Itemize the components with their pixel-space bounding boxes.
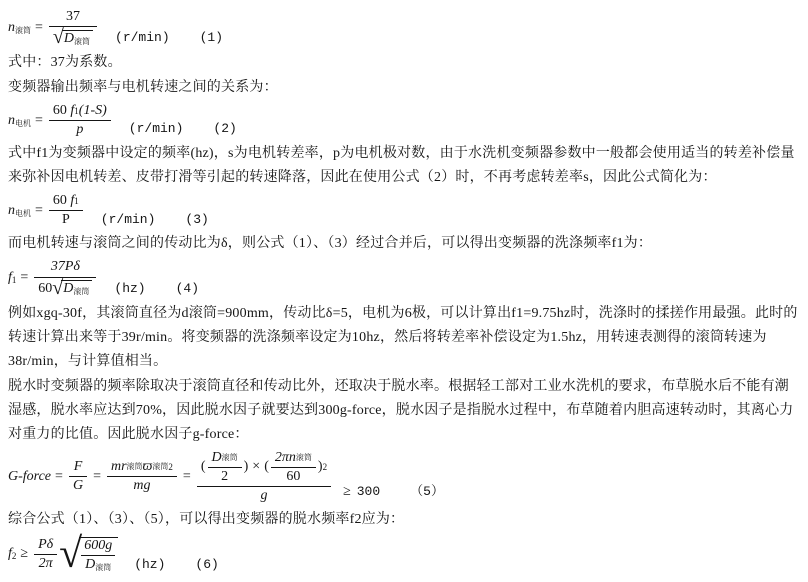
formula-4-number: (4) [175, 280, 200, 296]
diameter-D: D [85, 557, 96, 573]
formula-6-lhs-base: f [8, 546, 12, 562]
mr-omega-numerator [107, 459, 177, 477]
force-F: F [69, 459, 87, 477]
radical-numerator: 600g [81, 538, 115, 556]
diameter-numerator [208, 450, 242, 468]
paragraph-combine-formulas: 综合公式（1）、（3）、（5），可以得出变频器的脱水频率f2应为： [8, 511, 405, 527]
pdelta-fraction [34, 537, 57, 572]
formula-1-lhs [8, 20, 31, 36]
formula-2-denominator [49, 121, 111, 138]
formula-2 [8, 103, 798, 138]
squared-exponent: 2 [168, 461, 173, 472]
equals-sign: = [35, 20, 43, 35]
speed-fraction [271, 450, 316, 485]
formula-1-den-subscript: 滚筒 [74, 37, 91, 46]
two-pi-n: 2πn [274, 449, 296, 465]
formula-4-lhs-subscript: 1 [11, 275, 17, 286]
formula-2-fraction [49, 103, 111, 138]
speed-denominator: 60 [286, 468, 301, 484]
big-fraction [197, 450, 331, 504]
formula-4-lhs [8, 270, 16, 286]
formula-5 [8, 450, 798, 504]
formula-3-unit: (r/min) [100, 211, 156, 227]
slip-term: (1-S) [78, 103, 107, 119]
drum-subscript: 滚筒 [95, 563, 112, 573]
formula-1-lhs-subscript: 滚筒 [15, 26, 31, 35]
mg-denominator: mg [133, 478, 151, 494]
multiply-sign: × [252, 459, 261, 475]
open-paren: ( [264, 459, 269, 475]
formula-6-number: (6) [195, 556, 219, 572]
pdelta-numerator: Pδ [34, 537, 57, 555]
formula-1-den-base: D [63, 31, 75, 46]
variable-f: f [70, 103, 75, 119]
formula-3-number: (3) [185, 211, 209, 227]
formula-4-fraction [34, 259, 96, 297]
formula-6-unit: (hz) [134, 556, 166, 572]
gforce-label: G-force [8, 468, 52, 484]
formula-1-unit: (r/min) [115, 30, 170, 46]
radical-sign-icon: √ [52, 276, 64, 299]
drum-subscript: 滚筒 [152, 462, 169, 472]
formula-6-lhs-subscript: 2 [11, 551, 17, 562]
formula-2-unit: (r/min) [128, 121, 184, 137]
coefficient: 60 [38, 281, 53, 297]
paragraph-slip-explanation: 式中f1为变频器中设定的频率(hz)，s为电机转差率，p为电机极对数，由于水洗机变频器参数中一般都会使用适当的转差补偿量来弥补因电机转差、皮带打滑等引起的转速降落，因此在使用公式（2）时，不再考虑转差率s，因此公式简化为： [8, 146, 795, 186]
formula-4-unit: (hz) [114, 280, 146, 296]
equals-sign: = [35, 112, 43, 128]
greater-equal-sign: ≥ [20, 546, 29, 562]
formula-2-numerator [49, 103, 111, 121]
formula-3-lhs-subscript: 电机 [15, 208, 31, 218]
speed-numerator [271, 450, 316, 468]
paragraph-example: 例如xgq-30f，其滚筒直径为d滚筒=900mm，传动比δ=5，电机为6极，可以计算出f1=9.75hz时，洗涤时的揉搓作用最强。此时的转速计算出来等于39r/min。将变频器的洗涤频率设定为10hz，然后将转差率补偿设定为1.5hz，用转速表测得的滚筒转速为38r/min，与计算值相当。 [8, 305, 798, 369]
equals-sign: = [20, 270, 29, 286]
diameter-denominator: 2 [221, 468, 229, 484]
sqrt-radical-tall [59, 530, 118, 577]
coefficient: 60 [52, 193, 67, 209]
equals-sign: = [35, 202, 43, 218]
formula-2-lhs-subscript: 电机 [15, 118, 31, 128]
equals-sign: = [93, 468, 101, 484]
two-pi-denominator: 2π [38, 555, 53, 571]
radical-denominator [81, 556, 115, 573]
formula-1-lhs-base: n [8, 20, 15, 35]
radical-sign-icon: √ [52, 26, 64, 49]
formula-4-denominator [34, 278, 96, 298]
formula-3 [8, 193, 798, 228]
variable-P: P [61, 212, 70, 228]
formula-2-lhs-base: n [8, 112, 15, 128]
gravity-G: G [72, 478, 84, 494]
formula-6-lhs [8, 546, 16, 562]
formula-4-lhs-base: f [8, 270, 12, 286]
variable-p: p [76, 122, 84, 138]
mass-radius: mr [110, 459, 127, 475]
subscript-1: 1 [74, 105, 79, 116]
formula-2-number: (2) [213, 121, 237, 137]
gforce-threshold: 300 [356, 483, 381, 499]
formula-3-numerator [49, 193, 83, 211]
formula-6 [8, 530, 798, 577]
fg-fraction [69, 459, 87, 494]
formula-1 [8, 9, 798, 47]
paragraph-relation-intro: 变频器输出频率与电机转速之间的关系为： [8, 80, 278, 96]
formula-2-lhs [8, 113, 31, 129]
formula-4 [8, 259, 798, 297]
formula-1-numerator: 37 [49, 9, 97, 27]
formula-1-denominator [49, 27, 97, 47]
formula-1-fraction [49, 9, 97, 47]
variable-f: f [70, 193, 75, 209]
radical-sign-icon: √ [59, 530, 83, 577]
equals-sign: = [182, 468, 191, 484]
equals-sign: = [55, 468, 63, 484]
gravity-g-denominator: g [260, 487, 268, 503]
close-paren: ) [317, 459, 323, 475]
sqrt-radical [52, 276, 92, 299]
formula-4-numerator: 37Pδ [34, 259, 96, 277]
formula-4-den-subscript: 滚筒 [73, 287, 90, 297]
diameter-D: D [211, 449, 222, 465]
squared-exponent: 2 [322, 461, 328, 472]
sqrt-radical [53, 28, 93, 47]
open-paren: ( [200, 459, 206, 475]
paragraph-dehydration: 脱水时变频器的频率除取决于滚筒直径和传动比外，还取决于脱水率。根据轻工部对工业水洗机的要求，布草脱水后不能有潮湿感，脱水率应达到70%，因此脱水因子就要达到300g-force，脱水因子是指脱水过程中，布草随着内胆高速转动时，其离心力对重力的比值。因此脱水因子g-force： [8, 378, 794, 442]
greater-equal-sign: ≥ [343, 483, 351, 499]
omega-symbol: ϖ [142, 459, 153, 475]
formula-5-number: （5） [410, 483, 444, 499]
paragraph-coefficient-note: 式中：37为系数。 [8, 55, 122, 71]
mr-omega-fraction [107, 459, 177, 494]
formula-3-denominator [49, 211, 83, 228]
paragraph-transmission-ratio: 而电机转速与滚筒之间的传动比为δ，则公式（1）、（3）经过合并后，可以得出变频器的洗涤频率f1为： [8, 236, 653, 252]
drum-subscript: 滚筒 [126, 462, 143, 472]
subscript-1: 1 [74, 195, 79, 206]
formula-3-lhs-base: n [8, 202, 15, 218]
big-numerator [197, 450, 331, 487]
formula-3-lhs [8, 203, 31, 219]
diameter-fraction [208, 450, 242, 485]
drum-subscript: 滚筒 [221, 452, 238, 462]
formula-1-number: (1) [199, 30, 224, 46]
formula-4-den-base: D [63, 281, 74, 297]
drum-subscript: 滚筒 [295, 452, 312, 462]
coefficient: 60 [52, 103, 67, 119]
formula-3-fraction [49, 193, 83, 228]
close-paren: ) [243, 459, 249, 475]
